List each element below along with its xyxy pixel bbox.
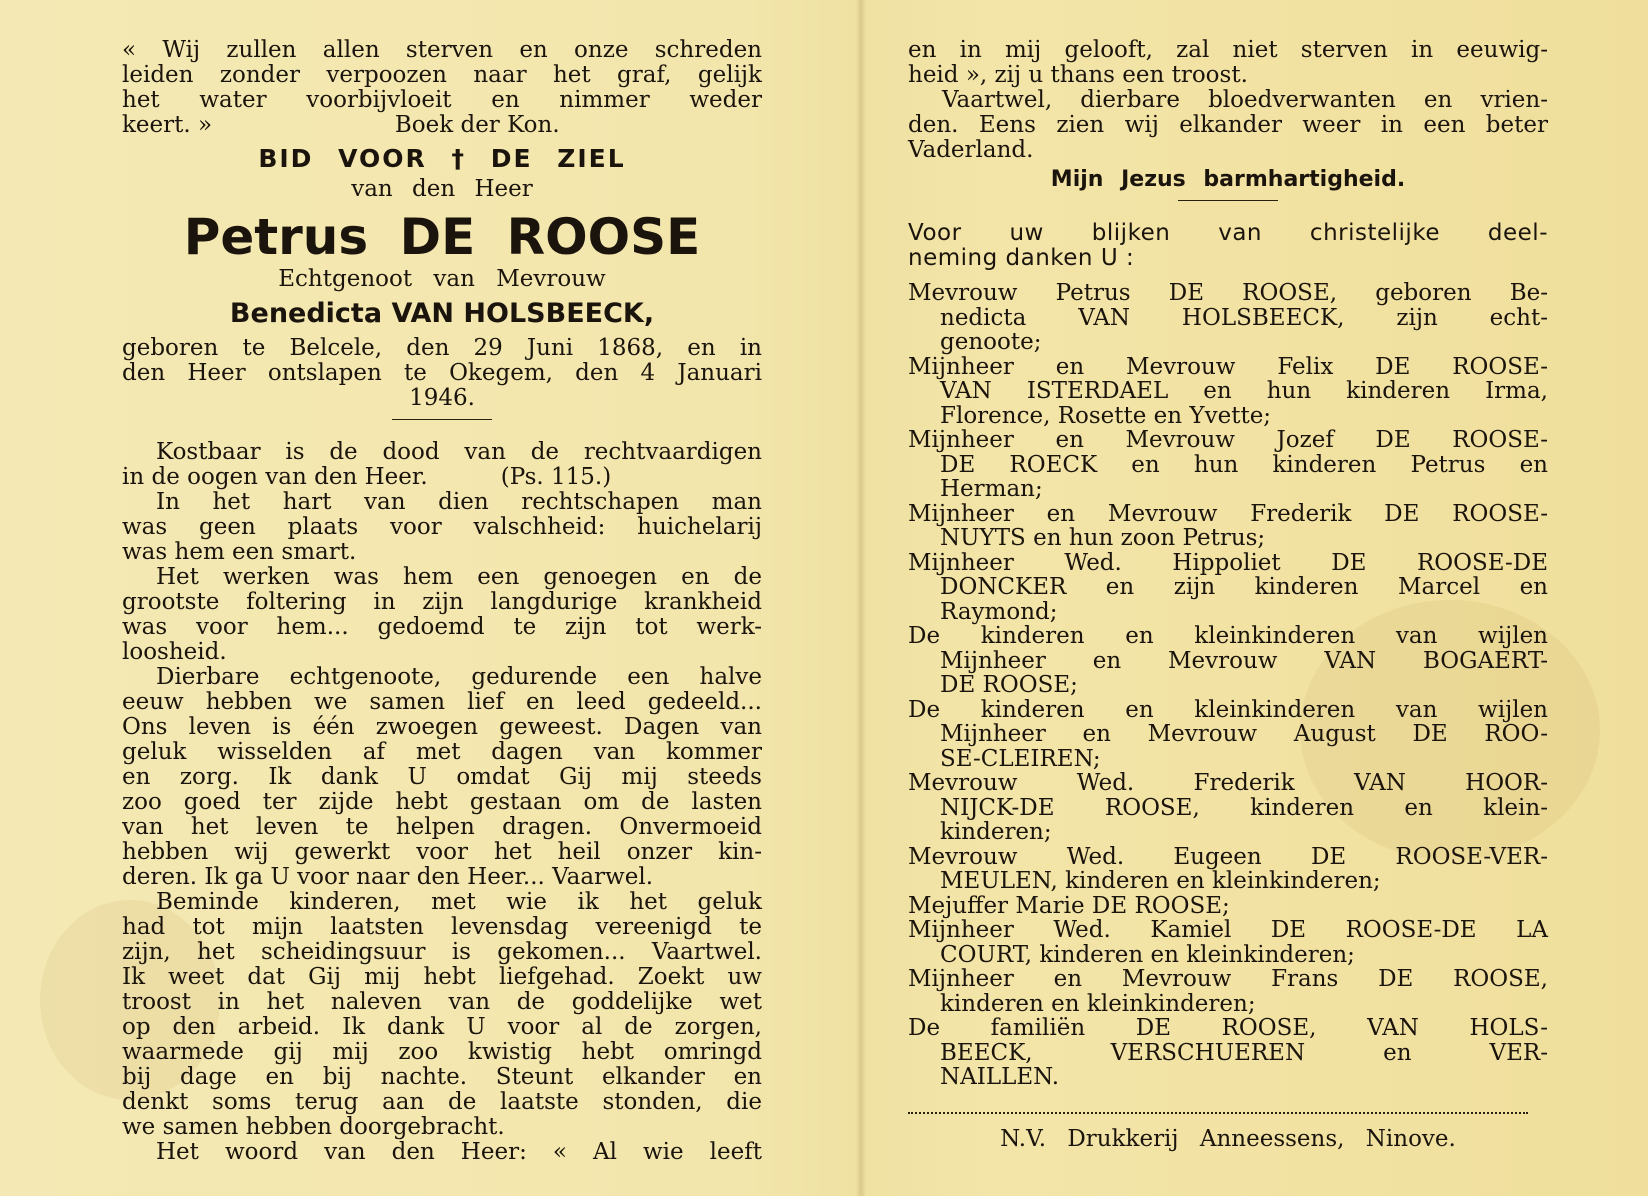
entry-line: MEULEN, kinderen en kleinkinderen; [940, 868, 1381, 894]
text-line: was geen plaats voor valschheid: huichelarij [122, 514, 762, 540]
entry-line: Mejuffer Marie DE ROOSE; [908, 892, 1230, 919]
van-den-heer: van den Heer [351, 176, 533, 202]
text-line: bij dage en bij nachte. Steunt elkander en [122, 1064, 762, 1090]
prayer-heading: BID VOOR † DE ZIEL [258, 144, 626, 173]
family-entry [908, 355, 1548, 429]
entry-line: Mevrouw Wed. Eugeen DE ROOSE-VER- [908, 843, 1548, 870]
text-line: geluk wisselden af met dagen van kommer [122, 739, 762, 765]
text-line: Vaderland. [908, 137, 1034, 163]
entry-line: Herman; [940, 476, 1043, 502]
text-line: zoo goed ter zijde hebt gestaan om de lasten [122, 789, 762, 815]
text-line: hebben wij gewerkt voor het heil onzer kin- [122, 839, 762, 865]
text-line: Kostbaar is de dood van de rechtvaardigen [156, 439, 762, 465]
family-entry [908, 281, 1548, 355]
entry-line: NIJCK-DE ROOSE, kinderen en klein- [940, 794, 1548, 821]
text-line: had tot mijn laatsten levensdag vereenigd te [122, 914, 762, 940]
dotted-divider [908, 1112, 1528, 1114]
entry-line: Mijnheer Wed. Kamiel DE ROOSE-DE LA [908, 917, 1548, 943]
deceased-name: Petrus DE ROOSE [183, 208, 701, 266]
farewell-text [122, 440, 762, 1165]
closing-prayer: Mijn Jezus barmhartigheid. [1050, 167, 1406, 192]
thanks-intro [908, 221, 1548, 271]
divider [1178, 200, 1278, 201]
entry-line: Mijnheer en Mevrouw Frederik DE ROOSE- [908, 500, 1548, 527]
text-line: Het werken was hem een genoegen en de [156, 564, 762, 590]
text-line: denkt soms terug aan de laatste stonden, die [122, 1089, 762, 1115]
text-line: en zorg. Ik dank U omdat Gij mij steeds [122, 764, 762, 790]
right-page [908, 38, 1548, 1152]
family-entry [908, 894, 1548, 919]
entry-line: Mijnheer en Mevrouw August DE ROO- [940, 721, 1548, 747]
text-line: van het leven te helpen dragen. Onvermoeid [122, 814, 762, 840]
family-list [908, 281, 1548, 1090]
intro-line: neming danken U : [908, 245, 1135, 271]
entry-line: De kinderen en kleinkinderen van wijlen [908, 696, 1548, 723]
info-line: 1946. [409, 385, 475, 411]
text-line: In het hart van dien rechtschapen man [156, 489, 762, 515]
quote-line: keert. » Boek der Kon. [122, 112, 560, 138]
family-entry [908, 1016, 1548, 1090]
entry-line: Mevrouw Wed. Frederik VAN HOOR- [908, 770, 1548, 796]
entry-line: NUYTS en hun zoon Petrus; [940, 525, 1266, 551]
text-line: zijn, het scheidingsuur is gekomen... Vaartwel. [122, 939, 762, 965]
intro-line: Voor uw blijken van christelijke deel- [908, 220, 1548, 246]
spouse-intro: Echtgenoot van Mevrouw [278, 266, 606, 292]
spouse-name: Benedicta VAN HOLSBEECK, [229, 298, 655, 329]
family-entry [908, 551, 1548, 625]
divider [392, 419, 492, 420]
family-entry [908, 967, 1548, 1016]
text-line: waarmede gij mij zoo kwistig hebt omringd [122, 1039, 762, 1065]
text-line: Dierbare echtgenoote, gedurende een halve [156, 664, 762, 690]
entry-line: De familiën DE ROOSE, VAN HOLS- [908, 1015, 1548, 1041]
entry-line: COURT, kinderen en kleinkinderen; [940, 941, 1355, 968]
entry-line: kinderen en kleinkinderen; [940, 990, 1256, 1017]
text-line: was voor hem... gedoemd te zijn tot werk- [122, 614, 762, 640]
text-line: troost in het naleven van de goddelijke wet [122, 989, 762, 1015]
text-line: we samen hebben doorgebracht. [122, 1114, 505, 1140]
entry-line: Mevrouw Petrus DE ROOSE, geboren Be- [908, 280, 1548, 306]
info-line: geboren te Belcele, den 29 Juni 1868, en in [122, 335, 762, 361]
page-fold [856, 0, 866, 1196]
entry-line: DE ROOSE; [940, 672, 1078, 698]
entry-line: SE-CLEIREN; [940, 745, 1101, 772]
printer-credit: N.V. Drukkerij Anneessens, Ninove. [1000, 1125, 1456, 1152]
entry-line: DE ROECK en hun kinderen Petrus en [940, 451, 1548, 478]
family-entry [908, 428, 1548, 502]
continued-text [908, 38, 1548, 163]
entry-line: nedicta VAN HOLSBEECK, zijn echt- [940, 304, 1548, 331]
entry-line: Mijnheer en Mevrouw Frans DE ROOSE, [908, 966, 1548, 992]
quote-line: het water voorbijvloeit en nimmer weder [122, 87, 762, 113]
entry-line: NAILLEN. [940, 1064, 1060, 1090]
entry-line: Mijnheer en Mevrouw Felix DE ROOSE- [908, 353, 1548, 380]
entry-line: BEECK, VERSCHUEREN en VER- [940, 1039, 1548, 1066]
entry-line: Mijnheer Wed. Hippoliet DE ROOSE-DE [908, 549, 1548, 576]
text-line: Ons leven is één zwoegen geweest. Dagen van [122, 714, 762, 740]
text-line: op den arbeid. Ik dank U voor al de zorgen, [122, 1014, 762, 1040]
text-line: eeuw hebben we samen lief en leed gedeeld... [122, 689, 762, 715]
text-line: Vaartwel, dierbare bloedverwanten en vrien- [942, 87, 1548, 113]
family-entry [908, 918, 1548, 967]
text-line: Beminde kinderen, met wie ik het geluk [156, 889, 762, 915]
entry-line: De kinderen en kleinkinderen van wijlen [908, 623, 1548, 649]
entry-line: DONCKER en zijn kinderen Marcel en [940, 574, 1548, 600]
text-line: was hem een smart. [122, 539, 357, 565]
text-line: Ik weet dat Gij mij hebt liefgehad. Zoekt uw [122, 964, 762, 990]
text-line: deren. Ik ga U voor naar den Heer... Vaarwel. [122, 864, 654, 890]
entry-line: Mijnheer en Mevrouw Jozef DE ROOSE- [908, 427, 1548, 453]
entry-line: Mijnheer en Mevrouw VAN BOGAERT- [940, 647, 1548, 674]
text-line: loosheid. [122, 639, 227, 665]
entry-line: Raymond; [940, 598, 1058, 625]
text-line: grootste foltering in zijn langdurige krankheid [122, 589, 762, 615]
info-line: den Heer ontslapen te Okegem, den 4 Januari [122, 360, 762, 386]
text-line: en in mij gelooft, zal niet sterven in eeuwig- [908, 37, 1548, 63]
quote-line: « Wij zullen allen sterven en onze schreden [122, 37, 762, 63]
text-line: in de oogen van den Heer. (Ps. 115.) [122, 464, 612, 490]
entry-line: kinderen; [940, 819, 1052, 845]
family-entry [908, 771, 1548, 845]
left-page [122, 38, 762, 1165]
bible-quote [122, 38, 762, 138]
entry-line: Florence, Rosette en Yvette; [940, 402, 1272, 429]
text-line: Het woord van den Heer: « Al wie leeft [156, 1139, 762, 1165]
text-line: heid », zij u thans een troost. [908, 62, 1248, 88]
family-entry [908, 845, 1548, 894]
family-entry [908, 624, 1548, 698]
birth-death-info [122, 336, 762, 411]
entry-line: genoote; [940, 329, 1042, 355]
family-entry [908, 502, 1548, 551]
text-line: den. Eens zien wij elkander weer in een beter [908, 112, 1548, 138]
quote-line: leiden zonder verpoozen naar het graf, gelijk [122, 62, 762, 88]
family-entry [908, 698, 1548, 772]
entry-line: VAN ISTERDAEL en hun kinderen Irma, [940, 378, 1548, 404]
